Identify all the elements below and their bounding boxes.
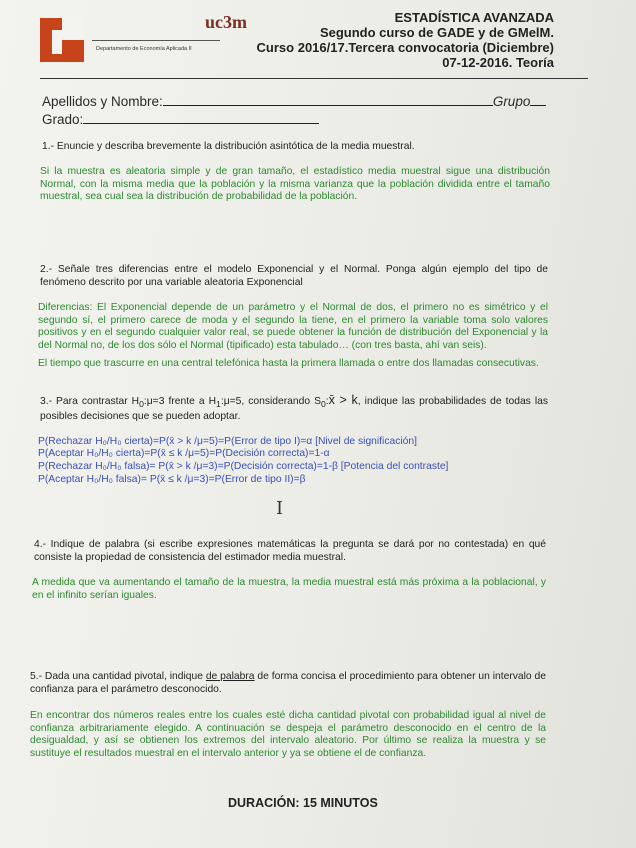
group-input-line[interactable] <box>530 94 546 106</box>
q5-text-a: 5.- Dada una cantidad pivotal, indique <box>30 671 206 682</box>
q3-line-3: P(Rechazar H₀/H₀ falsa)= P(x̄ > k /μ=3)=P(Decisión correcta)=1-β [Potencia del contraste] <box>38 461 449 472</box>
group-label: Grupo <box>492 94 531 109</box>
question-4-answer: A medida que va aumentando el tamaño de la muestra, la media muestral está más próxima a la poblacional, y en el infinito serían iguales. <box>32 577 546 601</box>
q3-sub-h0: 0 <box>139 399 144 410</box>
question-3-prompt <box>40 394 548 423</box>
q3-text-a: 3.- Para contrastar H <box>40 396 140 407</box>
q3-line-4: P(Aceptar H₀/H₀ falsa)= P(x̄ ≤ k /μ=3)=P(Error de tipo II)=β <box>38 474 306 485</box>
q5-underlined: de palabra <box>205 671 255 682</box>
logo-notch-inner <box>52 30 62 54</box>
q3-test-statistic: x̄ > k <box>328 393 358 407</box>
university-logo: uc3m <box>205 12 247 32</box>
q3-line-1: P(Rechazar H₀/H₀ cierta)=P(x̄ > k /μ=5)=P(Error de tipo I)=α [Nivel de significación] <box>38 436 417 447</box>
q3-text-e: , indique las probabilidades de todas las posibles decisiones que se pueden adoptar. <box>40 396 549 422</box>
exam-date: 07-12-2016. Teoría <box>442 55 554 70</box>
header-rule <box>40 78 588 79</box>
logo-notch <box>62 18 84 40</box>
q3-line-2: P(Aceptar H₀/H₀ cierta)=P(x̄ ≤ k /μ=5)=P(Decisión correcta)=1-α <box>38 448 330 459</box>
name-input-line[interactable] <box>163 94 493 106</box>
name-label: Apellidos y Nombre: <box>42 94 163 109</box>
q3-text-d: : <box>325 396 329 407</box>
text-cursor-icon: I <box>276 498 284 519</box>
q5-text-b: de forma concisa el procedimiento para obtener un intervalo de confianza para el parámetro desconocido. <box>30 671 546 695</box>
grade-field-row <box>42 112 319 127</box>
q3-sub-s0: 0 <box>321 399 326 410</box>
question-2-answer-differences: Diferencias: El Exponencial depende de un parámetro y el Normal de dos, el primero no es simétrico y el segundo sí, el primero carece de moda y el segundo la tiene, en el primero la variable toma solo valores positivos y en el segundo cualquier valor real, se puede obtener la función de distribución del Exponencial y la del Normal no, de los dos sólo el Normal (tipificado) esta tabulado… (con tres basta, ahí van seis). <box>38 302 548 351</box>
question-2-prompt: 2.- Señale tres diferencias entre el modelo Exponencial y el Normal. Ponga algún ejemplo del tipo de fenómeno descrito por una variable aleatoria Exponencial <box>40 264 548 288</box>
exam-title: ESTADÍSTICA AVANZADA <box>394 10 554 25</box>
question-5-prompt <box>30 671 546 696</box>
question-1-answer: Si la muestra es aleatoria simple y de gran tamaño, el estadístico media muestral sigue una distribución Normal, con la misma media que la población y la misma varianza que la población dividida entre el tamaño muestral, sea cual sea la distribución de probabilidad de la población. <box>40 166 550 202</box>
name-field-row <box>42 94 546 109</box>
q3-text-b: :μ=3 frente a H <box>143 396 217 407</box>
question-5-answer: En encontrar dos números reales entre los cuales esté dicha cantidad pivotal con probabilidad igual al nivel de confianza arbitrariamente elegido. A continuación se despeja el parámetro desconocido en el centro de la desigualdad, y así se obtienen los extremos del intervalo aleatorio. Por último se realiza la muestra y se sustituye el resultados muestral en el intervalo anterior y ya se obtiene el de confianza. <box>30 710 546 759</box>
question-4-prompt: 4.- Indique de palabra (si escribe expresiones matemáticas la pregunta se dará por no contestada) en qué consiste la propiedad de consistencia del estimador media muestral. <box>34 539 546 563</box>
logo-divider <box>92 40 220 41</box>
grade-input-line[interactable] <box>83 112 319 124</box>
grade-label: Grado: <box>42 112 84 127</box>
q3-text-c: :μ=5, considerando S <box>220 396 321 407</box>
question-1-prompt: 1.- Enuncie y describa brevemente la distribución asintótica de la media muestral. <box>42 141 415 152</box>
exam-duration: DURACIÓN: 15 MINUTOS <box>228 796 378 810</box>
exam-course: Segundo curso de GADE y de GMelM. <box>319 25 554 40</box>
department-name: Departamento de Economía Aplicada II <box>96 46 192 52</box>
question-2-answer-example: El tiempo que trascurre en una central telefónica hasta la primera llamada o entre dos llamadas consecutivas. <box>38 358 539 369</box>
exam-session: Curso 2016/17.Tercera convocatoria (Diciembre) <box>256 40 554 55</box>
q3-sub-h1: 1 <box>216 399 221 410</box>
